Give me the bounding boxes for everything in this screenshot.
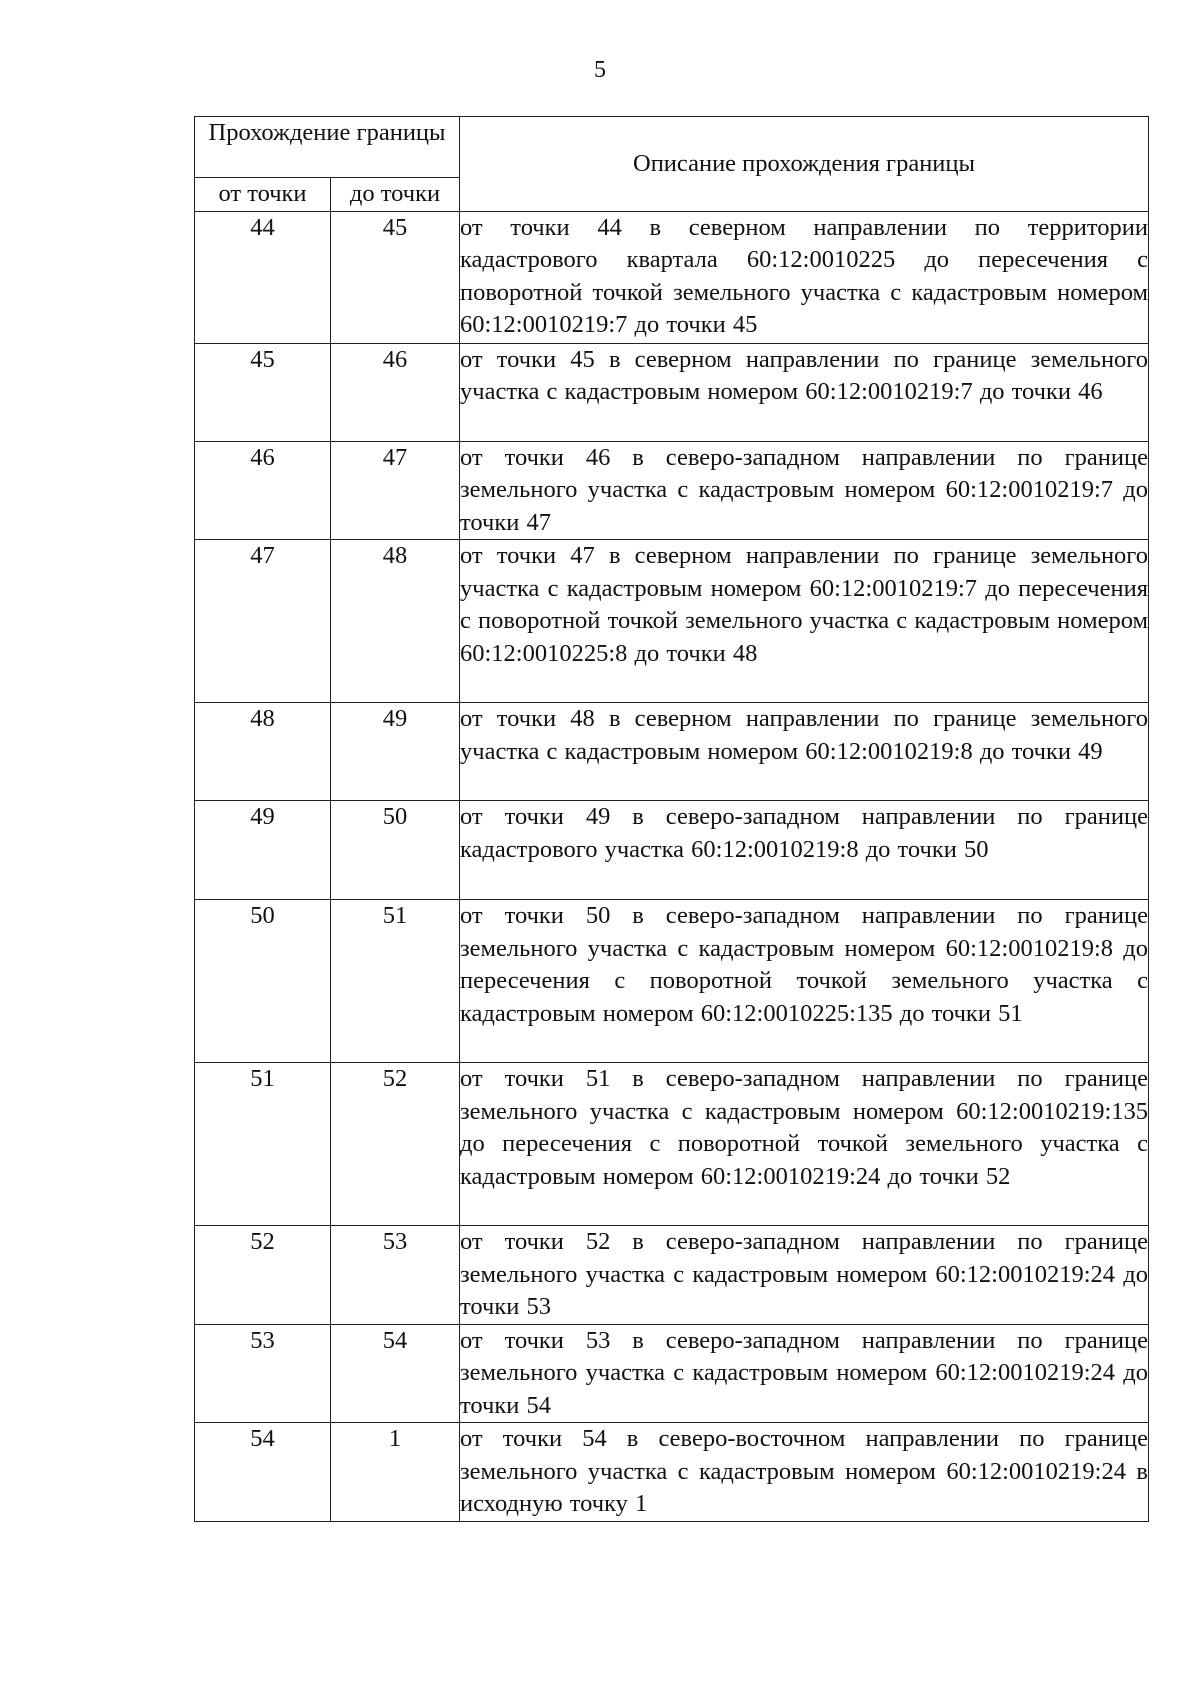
- to-point-cell: 51: [331, 900, 460, 1063]
- table-header: [195, 117, 1149, 212]
- page-number: 5: [594, 57, 606, 83]
- from-point-cell: 53: [195, 1324, 331, 1423]
- description-cell: от точки 52 в северо-западном направлении по границе земельного участка с кадастровым номером 60:12:0010219:24 до точки 53: [460, 1226, 1149, 1325]
- to-point-cell: 50: [331, 801, 460, 900]
- from-point-cell: 45: [195, 343, 331, 441]
- to-point-cell: 1: [331, 1423, 460, 1522]
- to-point-cell: 52: [331, 1063, 460, 1226]
- table-body: [195, 211, 1149, 1521]
- description-cell: от точки 46 в северо-западном направлении по границе земельного участка с кадастровым номером 60:12:0010219:7 до точки 47: [460, 441, 1149, 540]
- to-point-cell: 53: [331, 1226, 460, 1325]
- to-point-cell: 54: [331, 1324, 460, 1423]
- description-cell: от точки 44 в северном направлении по территории кадастрового квартала 60:12:0010225 до пересечения с поворотной точкой земельного участка с кадастровым номером 60:12:0010219:7 до точки 45: [460, 211, 1149, 343]
- to-point-cell: 49: [331, 703, 460, 801]
- table-row: [195, 540, 1149, 703]
- description-cell: от точки 50 в северо-западном направлении по границе земельного участка с кадастровым номером 60:12:0010219:8 до пересечения с поворотной точкой земельного участка с кадастровым номером 60:12:0010225:135 до точки 51: [460, 900, 1149, 1063]
- table-row: [195, 801, 1149, 900]
- header-from-point: от точки: [195, 178, 331, 212]
- from-point-cell: 47: [195, 540, 331, 703]
- header-to-point: до точки: [331, 178, 460, 212]
- from-point-cell: 44: [195, 211, 331, 343]
- description-cell: от точки 47 в северном направлении по границе земельного участка с кадастровым номером 60:12:0010219:7 до пересечения с поворотной точкой земельного участка с кадастровым номером 60:12:0010225:8 до точки 48: [460, 540, 1149, 703]
- header-description: Описание прохождения границы: [460, 117, 1149, 212]
- to-point-cell: 47: [331, 441, 460, 540]
- description-cell: от точки 45 в северном направлении по границе земельного участка с кадастровым номером 60:12:0010219:7 до точки 46: [460, 343, 1149, 441]
- from-point-cell: 52: [195, 1226, 331, 1325]
- table-row: [195, 1423, 1149, 1522]
- from-point-cell: 48: [195, 703, 331, 801]
- description-cell: от точки 53 в северо-западном направлении по границе земельного участка с кадастровым номером 60:12:0010219:24 до точки 54: [460, 1324, 1149, 1423]
- description-cell: от точки 51 в северо-западном направлении по границе земельного участка с кадастровым номером 60:12:0010219:135 до пересечения с поворотной точкой земельного участка с кадастровым номером 60:12:0010219:24 до точки 52: [460, 1063, 1149, 1226]
- from-point-cell: 50: [195, 900, 331, 1063]
- to-point-cell: 48: [331, 540, 460, 703]
- from-point-cell: 54: [195, 1423, 331, 1522]
- description-cell: от точки 48 в северном направлении по границе земельного участка с кадастровым номером 60:12:0010219:8 до точки 49: [460, 703, 1149, 801]
- table-row: [195, 441, 1149, 540]
- table-row: [195, 343, 1149, 441]
- table-row: [195, 1324, 1149, 1423]
- description-cell: от точки 54 в северо-восточном направлении по границе земельного участка с кадастровым номером 60:12:0010219:24 в исходную точку 1: [460, 1423, 1149, 1522]
- table-row: [195, 1226, 1149, 1325]
- from-point-cell: 49: [195, 801, 331, 900]
- to-point-cell: 46: [331, 343, 460, 441]
- description-cell: от точки 49 в северо-западном направлении по границе кадастрового участка 60:12:0010219:8 до точки 50: [460, 801, 1149, 900]
- table-row: [195, 1063, 1149, 1226]
- from-point-cell: 46: [195, 441, 331, 540]
- table-row: [195, 900, 1149, 1063]
- from-point-cell: 51: [195, 1063, 331, 1226]
- table-row: [195, 211, 1149, 343]
- header-boundary-passage: Прохождение границы: [195, 117, 460, 178]
- boundary-table: [194, 116, 1149, 1522]
- table-row: [195, 703, 1149, 801]
- to-point-cell: 45: [331, 211, 460, 343]
